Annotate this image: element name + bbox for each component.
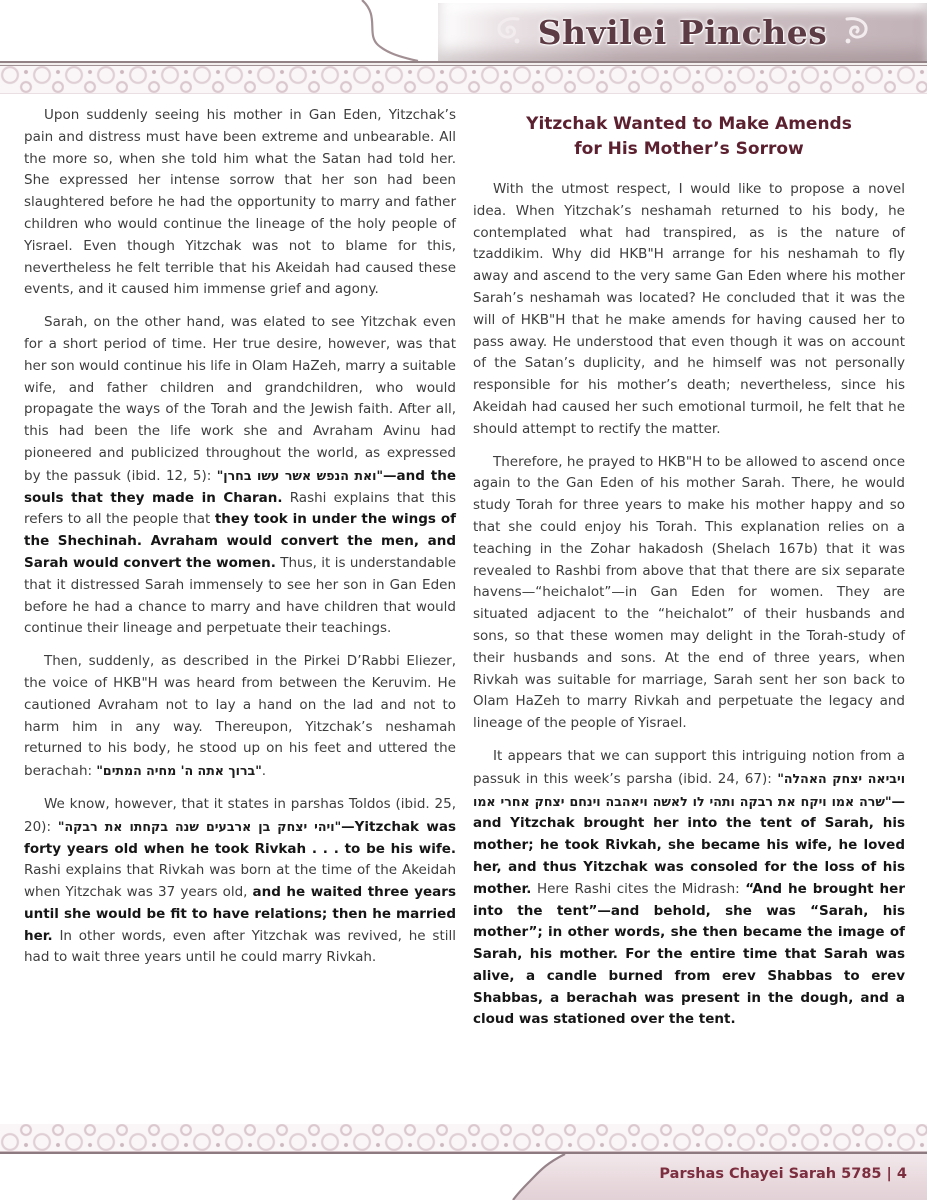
body-text: Thus, it is understandable that it distressed Sarah immensely to see her son in Gan Eden before he had a chance to marry and have children that would continue their lineage and perpetuate their teachings. bbox=[24, 554, 457, 637]
lace-border-top bbox=[0, 66, 927, 94]
paragraph bbox=[473, 452, 905, 735]
bold-text: and he waited three years until she would be fit to have relations; then he married her. bbox=[24, 884, 456, 944]
hebrew-text: "ויביאה יצחק האהלה שרה אמו ויקח את רבקה ותהי לו לאשה ויאהבה וינחם יצחק אחרי אמו" bbox=[473, 770, 906, 809]
page-footer-text: Parshas Chayei Sarah 5785 | 4 bbox=[659, 1166, 907, 1182]
right-column bbox=[473, 105, 905, 1123]
paragraph bbox=[473, 179, 905, 441]
body-text: In other words, even after Yitzchak was revived, he still had to wait three years until he could marry Rivkah. bbox=[24, 927, 456, 966]
bold-text: —and Yitzchak brought her into the tent of Sarah, his mother; he took Rivkah, she became his wife, he loved her, and thus Yitzchak was consoled for the loss of his mother. bbox=[473, 793, 905, 897]
right-column-paragraphs bbox=[473, 179, 905, 1031]
hebrew-text: "ואת הנפש אשר עשו בחרן" bbox=[216, 467, 384, 483]
body-text: Rashi explains that Rivkah was born at the time of the Akeidah when Yitzchak was 37 years old, bbox=[24, 862, 456, 901]
header-banner bbox=[438, 3, 927, 61]
hebrew-text: "ויהי יצחק בן ארבעים שנה בקחתו את רבקה" bbox=[57, 818, 342, 834]
header bbox=[0, 0, 927, 61]
body-text: Upon suddenly seeing his mother in Gan Eden, Yitzchak’s pain and distress must have been extreme and unbearable. All the more so, when she told him what the Satan had told her. She expressed her intense sorrow that her son had been slaughtered before he had the opportunity to marry and father children who would continue the lineage of the holy people of Yisrael. Even though Yitzchak was not to blame for this, nevertheless he felt terrible that his Akeidah had caused these events, and it caused him immense grief and agony. bbox=[24, 107, 456, 298]
title-swirl-right-icon bbox=[843, 15, 871, 49]
title-swirl-left-icon bbox=[494, 15, 522, 49]
body-text: With the utmost respect, I would like to propose a novel idea. When Yitzchak’s neshamah returned to his body, he contemplated what had transpired, as is the nature of tzaddikim. Why did HKB"H arrange for his neshamah to fly away and ascend to the very same Gan Eden where his mother Sarah’s neshamah was located? He concluded that it was the will of HKB"H that he make amends for having caused her to pass away. He understood that even though it was on account of the Satan’s duplicity, and he himself was not personally responsible for his mother’s death; nevertheless, since his Akeidah had caused her such emotional turmoil, he felt that he should attempt to rectify the matter. bbox=[473, 181, 905, 437]
left-column bbox=[24, 105, 456, 1123]
body-text: We know, however, that it states in parshas Toldos (ibid. 25, 20): bbox=[24, 795, 456, 835]
paragraph bbox=[24, 794, 456, 969]
page-title: Shvilei Pinches bbox=[537, 12, 828, 52]
bold-text: they took in under the wings of the Shechinah. Avraham would convert the men, and Sarah would convert the women. bbox=[24, 511, 456, 571]
body-text: Rashi explains that this refers to all the people that bbox=[24, 489, 456, 528]
paragraph bbox=[24, 105, 456, 301]
paragraph bbox=[24, 651, 456, 783]
bold-text: “And he brought her into the tent”—and behold, she was “Sarah, his mother”; in other words, she then became the image of Sarah, his mother. For the entire time that Sarah was alive, a candle burned from erev Shabbas to erev Shabbas, a berachah was present in the dough, and a cloud was stationed over the tent. bbox=[473, 880, 905, 1028]
body-text: It appears that we can support this intriguing notion from a passuk in this week’s parsha (ibid. 24, 67): bbox=[473, 747, 905, 787]
body-text: Sarah, on the other hand, was elated to see Yitzchak even for a short period of time. Her true desire, however, was that her son would continue his life in Olam HaZeh, marry a suitable wife, and father children and grandchildren, who would propagate the ways of the Torah and the Jewish faith. After all, this had been the life work she and Avraham Avinu had pioneered and publicized throughout the world, as expressed by the passuk (ibid. 12, 5): bbox=[24, 314, 456, 484]
body-text: . bbox=[261, 763, 267, 780]
section-heading-line: for His Mother’s Sorrow bbox=[574, 139, 804, 159]
footer-ribbon-icon bbox=[0, 1154, 620, 1200]
bold-text: —Yitzchak was forty years old when he took Rivkah . . . to be his wife. bbox=[24, 818, 456, 857]
content bbox=[0, 94, 927, 1123]
section-heading-line: Yitzchak Wanted to Make Amends bbox=[526, 114, 852, 134]
body-text: Here Rashi cites the Midrash: bbox=[531, 880, 746, 897]
lace-border-bottom bbox=[0, 1124, 927, 1152]
footer-band bbox=[0, 1152, 927, 1200]
bold-text: —and the souls that they made in Charan. bbox=[24, 467, 456, 506]
body-text: Therefore, he prayed to HKB"H to be allowed to ascend once again to the Gan Eden of his mother Sarah. There, he would study Torah for three years to make his mother happy and so that she could enjoy his Torah. This explanation relies on a teaching in the Zohar hakadosh (Shelach 167b) that it was revealed to Rashbi from above that that there are six separate havens—“heichalot”—in Gan Eden for women. They are situated adjacent to the “heichalot” of their husbands and sons, so that these women may delight in the Torah-study of their husbands and sons. At the end of three years, when Rivkah was suitable for marriage, Sarah sent her son back to Olam HaZeh to marry Rivkah and perpetuate the legacy and lineage of the people of Yisrael. bbox=[473, 453, 905, 732]
hebrew-text: "ברוך אתה ה' מחיה המתים" bbox=[96, 763, 262, 779]
body-text: Then, suddenly, as described in the Pirkei D’Rabbi Eliezer, the voice of HKB"H was heard from between the Keruvim. He cautioned Avraham not to lay a hand on the lad and not to harm him in any way. Thereupon, Yitzchak’s neshamah returned to his body, he stood up on his feet and uttered the berachah: bbox=[24, 653, 456, 780]
section-heading bbox=[473, 112, 905, 162]
paragraph bbox=[473, 746, 905, 1031]
footer bbox=[0, 1124, 927, 1200]
top-swoosh-icon bbox=[340, 0, 430, 61]
paragraph bbox=[24, 312, 456, 640]
